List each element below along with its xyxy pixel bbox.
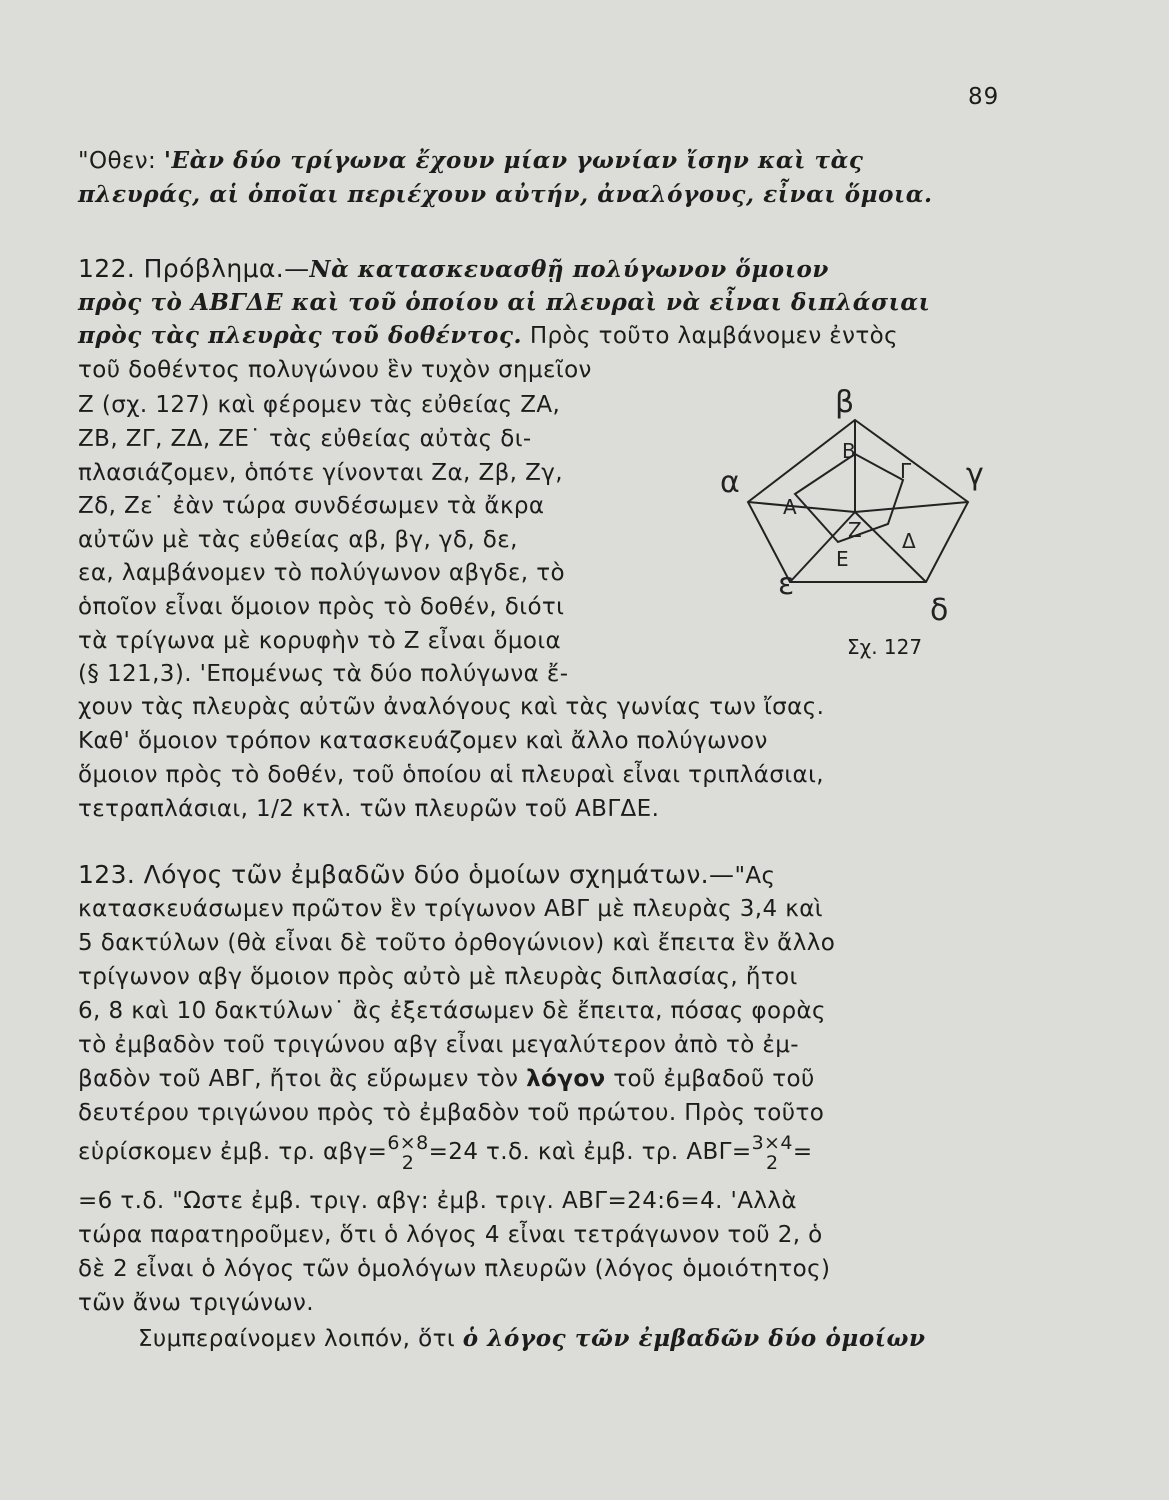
label-outer-gamma: γ — [966, 457, 984, 492]
section-123-text-line: δευτέρου τριγώνου πρὸς τὸ ἐμβαδὸν τοῦ πρώτου. Πρὸς τοῦτο — [78, 1100, 825, 1126]
section-123-text-line: τὸ ἐμβαδὸν τοῦ τριγώνου αβγ εἶναι μεγαλύτερον ἀπὸ τὸ ἐμ- — [78, 1032, 799, 1058]
section-122-text-line: αὐτῶν μὲ τὰς εὐθείας αβ, βγ, γδ, δε, — [78, 527, 518, 553]
section-123-text-line: βαδὸν τοῦ ΑΒΓ, ἤτοι ἂς εὕρωμεν τὸν λόγον τοῦ ἐμβαδοῦ τοῦ — [78, 1066, 815, 1092]
section-122-heading: 122. Πρόβλημα.—Νὰ κατασκευασθῇ πολύγωνον ὅμοιον — [78, 254, 829, 283]
section-123-text-line: τῶν ἄνω τριγώνων. — [78, 1290, 315, 1316]
outer-pentagon — [748, 420, 968, 582]
label-inner-D: Δ — [902, 529, 916, 553]
section-123-text-line: 6, 8 καὶ 10 δακτύλων˙ ἂς ἐξετάσωμεν δὲ ἔπειτα, πόσας φορὰς — [78, 998, 826, 1024]
pentagon-diagram — [708, 382, 1008, 672]
label-outer-epsilon: ε — [778, 567, 795, 602]
section-122-text-line: Ζδ, Ζε˙ ἐὰν τώρα συνδέσωμεν τὰ ἄκρα — [78, 493, 545, 519]
ray-to-gamma — [855, 502, 968, 512]
label-outer-delta: δ — [930, 593, 949, 628]
label-inner-A: Α — [783, 495, 797, 519]
page-number: 89 — [968, 84, 1000, 110]
label-inner-G: Γ — [900, 459, 912, 483]
label-inner-E: Ε — [836, 547, 849, 571]
section-122-text-line: τοῦ δοθέντος πολυγώνου ἓν τυχὸν σημεῖον — [78, 357, 592, 383]
section-122-text-line: (§ 121,3). 'Επομένως τὰ δύο πολύγωνα ἔ- — [78, 661, 569, 687]
conclusion-line: Συμπεραίνομεν λοιπόν, ὅτι ὁ λόγος τῶν ἐμβαδῶν δύο ὁμοίων — [138, 1325, 926, 1352]
section-123-text-line: 5 δακτύλων (θὰ εἶναι δὲ τοῦτο ὀρθογώνιον) καὶ ἔπειτα ἓν ἄλλο — [78, 930, 836, 956]
label-outer-alpha: α — [720, 465, 740, 500]
section-123-text-line: =6 τ.δ. "Ωστε ἐμβ. τριγ. αβγ: ἐμβ. τριγ. ΑΒΓ=24:6=4. 'Αλλὰ — [78, 1188, 797, 1214]
label-center-Z: Ζ — [848, 518, 862, 542]
section-123-heading: 123. Λόγος τῶν ἐμβαδῶν δύο ὁμοίων σχημάτων.—"Ας — [78, 860, 776, 889]
fraction-3x4-over-2: 3×4 2 — [751, 1131, 793, 1174]
section-122-line-3: πρὸς τὰς πλευρὰς τοῦ δοθέντος. Πρὸς τοῦτο λαμβάνομεν ἐντὸς — [78, 322, 898, 349]
label-outer-beta: β — [835, 385, 855, 420]
section-122-text-line: ὅμοιον πρὸς τὸ δοθέν, τοῦ ὁποίου αἱ πλευραὶ εἶναι τριπλάσιαι, — [78, 762, 824, 788]
section-123-text-line: τώρα παρατηροῦμεν, ὅτι ὁ λόγος 4 εἶναι τετράγωνον τοῦ 2, ὁ — [78, 1222, 823, 1248]
intro-line-2: πλευράς, αἱ ὁποῖαι περιέχουν αὐτήν, ἀναλόγους, εἶναι ὅμοια. — [78, 181, 933, 208]
section-122-text-line: πλασιάζομεν, ὁπότε γίνονται Ζα, Ζβ, Ζγ, — [78, 460, 563, 486]
section-122-text-line: Ζ (σχ. 127) καὶ φέρομεν τὰς εὐθείας ΖΑ, — [78, 392, 561, 418]
section-122-text-line: χουν τὰς πλευρὰς αὐτῶν ἀναλόγους καὶ τὰς γωνίας των ἴσας. — [78, 694, 825, 720]
intro-line-1: "Οθεν: 'Εὰν δύο τρίγωνα ἔχουν μίαν γωνίαν ἴσην καὶ τὰς — [78, 147, 864, 174]
section-122-text-line: εα, λαμβάνομεν τὸ πολύγωνον αβγδε, τὸ — [78, 560, 565, 586]
figure-caption: Σχ. 127 — [847, 635, 923, 659]
ray-to-alpha — [748, 502, 855, 512]
area-formula: εὑρίσκομεν ἐμβ. τρ. αβγ= 6×8 2 =24 τ.δ. καὶ ἐμβ. τρ. ΑΒΓ= 3×4 2 = — [78, 1131, 813, 1174]
section-122-line-2: πρὸς τὸ ΑΒΓΔΕ καὶ τοῦ ὁποίου αἱ πλευραὶ νὰ εἶναι διπλάσιαι — [78, 289, 931, 316]
section-123-text-line: τρίγωνον αβγ ὅμοιον πρὸς αὐτὸ μὲ πλευρὰς διπλασίας, ἤτοι — [78, 964, 798, 990]
figure-127-pentagons — [708, 382, 1008, 672]
section-122-text-line: ΖΒ, ΖΓ, ΖΔ, ΖΕ˙ τὰς εὐθείας αὐτὰς δι- — [78, 426, 532, 452]
fraction-6x8-over-2: 6×8 2 — [387, 1131, 429, 1174]
section-123-text-line: δὲ 2 εἶναι ὁ λόγος τῶν ὁμολόγων πλευρῶν (λόγος ὁμοιότητος) — [78, 1256, 831, 1282]
section-122-text-line: τετραπλάσιαι, 1/2 κτλ. τῶν πλευρῶν τοῦ ΑΒΓΔΕ. — [78, 796, 660, 822]
section-122-text-line: ὁποῖον εἶναι ὅμοιον πρὸς τὸ δοθέν, διότι — [78, 594, 565, 620]
label-inner-B: Β — [842, 439, 856, 463]
section-123-text-line: κατασκευάσωμεν πρῶτον ἓν τρίγωνον ΑΒΓ μὲ πλευρὰς 3,4 καὶ — [78, 896, 823, 922]
section-122-text-line: τὰ τρίγωνα μὲ κορυφὴν τὸ Ζ εἶναι ὅμοια — [78, 628, 562, 654]
section-122-text-line: Καθ' ὅμοιον τρόπον κατασκευάζομεν καὶ ἄλλο πολύγωνον — [78, 728, 768, 754]
